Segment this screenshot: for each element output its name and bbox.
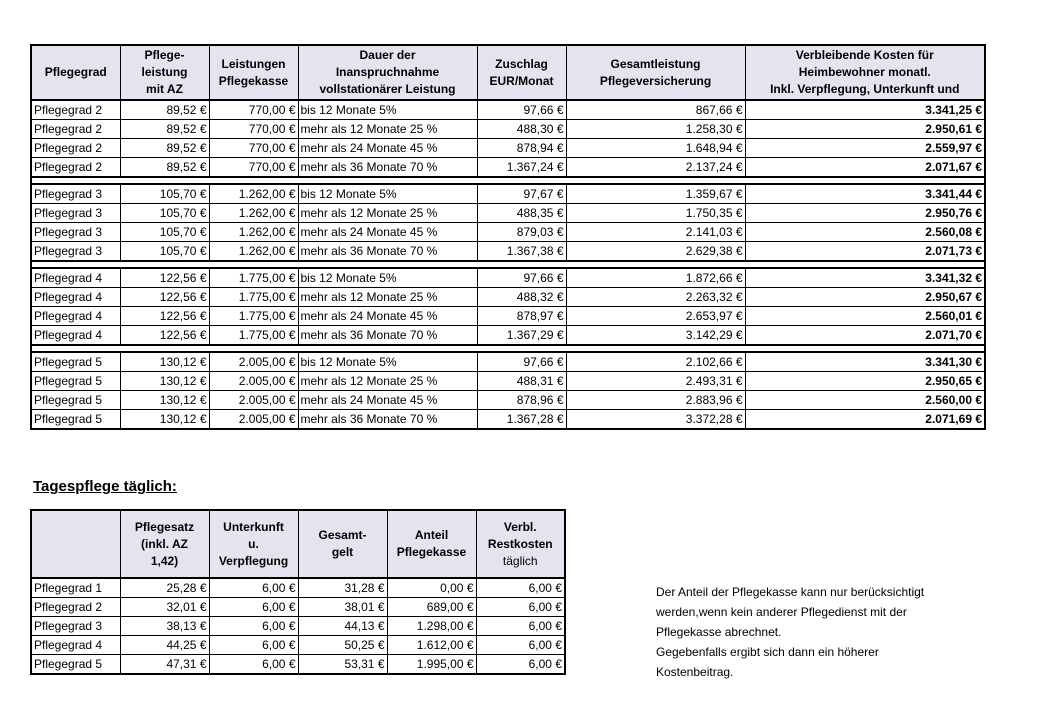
table-cell: 2.560,00 € <box>745 391 985 410</box>
table-cell: 130,12 € <box>120 372 209 391</box>
table-cell: 2.560,01 € <box>745 307 985 326</box>
table-cell: 1.262,00 € <box>209 242 298 262</box>
table-cell: 1.367,24 € <box>477 158 566 178</box>
table-cell: 130,12 € <box>120 352 209 372</box>
table-cell: 89,52 € <box>120 158 209 178</box>
table-cell: 2.950,76 € <box>745 204 985 223</box>
table-cell: 1.612,00 € <box>387 636 476 655</box>
table-row <box>31 410 985 430</box>
table-cell: Pflegegrad 2 <box>31 158 120 178</box>
table-cell: mehr als 24 Monate 45 % <box>298 223 477 242</box>
table-cell: 770,00 € <box>209 120 298 139</box>
table-cell: bis 12 Monate 5% <box>298 352 477 372</box>
table-cell: 1.359,67 € <box>566 184 745 204</box>
table-cell: 2.560,08 € <box>745 223 985 242</box>
table-cell: 130,12 € <box>120 410 209 430</box>
header-restkosten: Verbl. Restkosten täglich <box>476 510 565 578</box>
table-cell: 44,13 € <box>298 617 387 636</box>
table-cell: 2.005,00 € <box>209 352 298 372</box>
table-cell: 2.629,38 € <box>566 242 745 262</box>
table-row <box>31 268 985 288</box>
header-pflegegrad: Pflegegrad <box>31 45 120 100</box>
table-cell: mehr als 12 Monate 25 % <box>298 288 477 307</box>
table-cell: Pflegegrad 4 <box>31 326 120 346</box>
table-cell: 878,96 € <box>477 391 566 410</box>
table-row <box>31 578 565 598</box>
table-cell: Pflegegrad 4 <box>31 307 120 326</box>
table-cell: mehr als 24 Monate 45 % <box>298 307 477 326</box>
table-cell: 3.341,25 € <box>745 100 985 120</box>
table-cell: 105,70 € <box>120 242 209 262</box>
table-cell: Pflegegrad 3 <box>31 204 120 223</box>
table-cell: 25,28 € <box>120 578 209 598</box>
table-cell: 38,01 € <box>298 598 387 617</box>
table-cell: 1.648,94 € <box>566 139 745 158</box>
header-gesamtgeld: Gesamt- gelt <box>298 510 387 578</box>
table-cell: 1.367,29 € <box>477 326 566 346</box>
table-cell: 6,00 € <box>476 655 565 675</box>
table-body <box>31 100 985 429</box>
table-cell: bis 12 Monate 5% <box>298 100 477 120</box>
daycare-cost-table <box>30 509 566 675</box>
header-anteil-pflegekasse: Anteil Pflegekasse <box>387 510 476 578</box>
table-cell: 770,00 € <box>209 139 298 158</box>
table-cell: 879,03 € <box>477 223 566 242</box>
table-cell: 1.367,38 € <box>477 242 566 262</box>
table-cell: 2.137,24 € <box>566 158 745 178</box>
table-row <box>31 352 985 372</box>
table-cell: 1.775,00 € <box>209 307 298 326</box>
separator-cell <box>31 345 985 352</box>
table-cell: 89,52 € <box>120 139 209 158</box>
table-cell: Pflegegrad 2 <box>31 100 120 120</box>
table-cell: 1.775,00 € <box>209 326 298 346</box>
table-row <box>31 223 985 242</box>
note-line: Kostenbeitrag. <box>656 665 734 679</box>
header-gesamtleistung: Gesamtleistung Pflegeversicherung <box>566 45 745 100</box>
table-cell: Pflegegrad 2 <box>31 598 120 617</box>
table-cell: Pflegegrad 2 <box>31 139 120 158</box>
table-row <box>31 598 565 617</box>
table-cell: Pflegegrad 3 <box>31 242 120 262</box>
table-row <box>31 288 985 307</box>
table-cell: 6,00 € <box>209 636 298 655</box>
table-cell: 488,35 € <box>477 204 566 223</box>
table-cell: 97,66 € <box>477 268 566 288</box>
table-cell: 1.775,00 € <box>209 288 298 307</box>
daycare-section-title: Tagespflege täglich: <box>33 478 177 495</box>
table-cell: 1.750,35 € <box>566 204 745 223</box>
table-cell: 6,00 € <box>209 655 298 675</box>
table-cell: 6,00 € <box>476 578 565 598</box>
table-cell: 1.872,66 € <box>566 268 745 288</box>
header-leistungen-pflegekasse: Leistungen Pflegekasse <box>209 45 298 100</box>
header-unterkunft: Unterkunft u. Verpflegung <box>209 510 298 578</box>
table-cell: 47,31 € <box>120 655 209 675</box>
table-cell: 97,67 € <box>477 184 566 204</box>
table-cell: 689,00 € <box>387 598 476 617</box>
table-cell: 122,56 € <box>120 288 209 307</box>
table-cell: 1.262,00 € <box>209 184 298 204</box>
table-row <box>31 391 985 410</box>
table-cell: 488,31 € <box>477 372 566 391</box>
table-body <box>31 578 565 674</box>
table-cell: Pflegegrad 4 <box>31 268 120 288</box>
table-cell: 32,01 € <box>120 598 209 617</box>
table-header-row <box>31 510 565 578</box>
table-cell: Pflegegrad 3 <box>31 184 120 204</box>
table-cell: 1.775,00 € <box>209 268 298 288</box>
table-cell: 97,66 € <box>477 100 566 120</box>
table-cell: Pflegegrad 5 <box>31 372 120 391</box>
table-cell: 122,56 € <box>120 307 209 326</box>
table-cell: 2.071,70 € <box>745 326 985 346</box>
table-cell: 1.262,00 € <box>209 223 298 242</box>
table-cell: 122,56 € <box>120 268 209 288</box>
table-cell: 2.950,67 € <box>745 288 985 307</box>
table-cell: 3.372,28 € <box>566 410 745 430</box>
table-cell: 2.071,69 € <box>745 410 985 430</box>
table-header-row <box>31 45 985 100</box>
table-row <box>31 655 565 675</box>
table-cell: 89,52 € <box>120 100 209 120</box>
table-cell: 3.142,29 € <box>566 326 745 346</box>
table-cell: 2.559,97 € <box>745 139 985 158</box>
table-cell: 2.653,97 € <box>566 307 745 326</box>
table-cell: 6,00 € <box>476 636 565 655</box>
table-cell: 2.005,00 € <box>209 391 298 410</box>
table-cell: 97,66 € <box>477 352 566 372</box>
table-cell: mehr als 12 Monate 25 % <box>298 120 477 139</box>
table-row <box>31 636 565 655</box>
table-cell: mehr als 36 Monate 70 % <box>298 326 477 346</box>
header-zuschlag: Zuschlag EUR/Monat <box>477 45 566 100</box>
table-row <box>31 158 985 178</box>
group-separator <box>31 261 985 268</box>
table-cell: 31,28 € <box>298 578 387 598</box>
separator-cell <box>31 261 985 268</box>
table-cell: 6,00 € <box>476 617 565 636</box>
header-pflegeleistung: Pflege- leistung mit AZ <box>120 45 209 100</box>
table-cell: Pflegegrad 4 <box>31 288 120 307</box>
table-cell: Pflegegrad 4 <box>31 636 120 655</box>
table-cell: 2.950,65 € <box>745 372 985 391</box>
header-empty <box>31 510 120 578</box>
table-cell: 130,12 € <box>120 391 209 410</box>
table-cell: 2.493,31 € <box>566 372 745 391</box>
table-cell: Pflegegrad 5 <box>31 352 120 372</box>
table-cell: Pflegegrad 1 <box>31 578 120 598</box>
nursing-cost-table <box>30 44 986 430</box>
group-separator <box>31 177 985 184</box>
table-cell: 105,70 € <box>120 184 209 204</box>
header-pflegesatz: Pflegesatz (inkl. AZ 1,42) <box>120 510 209 578</box>
table-cell: mehr als 36 Monate 70 % <box>298 242 477 262</box>
table-row <box>31 326 985 346</box>
table-cell: 122,56 € <box>120 326 209 346</box>
table-cell: Pflegegrad 5 <box>31 410 120 430</box>
note-line: werden,wenn kein anderer Pflegedienst mit der <box>656 605 907 619</box>
table-cell: mehr als 12 Monate 25 % <box>298 204 477 223</box>
table-cell: 50,25 € <box>298 636 387 655</box>
table-cell: mehr als 24 Monate 45 % <box>298 139 477 158</box>
table-row <box>31 184 985 204</box>
separator-cell <box>31 177 985 184</box>
table-cell: Pflegegrad 3 <box>31 223 120 242</box>
note-text <box>656 582 986 682</box>
table-cell: 2.263,32 € <box>566 288 745 307</box>
table-cell: 6,00 € <box>209 578 298 598</box>
table-cell: 1.262,00 € <box>209 204 298 223</box>
table-row <box>31 120 985 139</box>
table-cell: 2.071,67 € <box>745 158 985 178</box>
table-row <box>31 307 985 326</box>
table-cell: 105,70 € <box>120 223 209 242</box>
table-cell: 6,00 € <box>209 617 298 636</box>
table-cell: 1.298,00 € <box>387 617 476 636</box>
note-line: Der Anteil der Pflegekasse kann nur berücksichtigt <box>656 585 925 599</box>
table-cell: 1.258,30 € <box>566 120 745 139</box>
table-cell: Pflegegrad 2 <box>31 120 120 139</box>
header-dauer: Dauer der Inanspruchnahme vollstationärer Leistung <box>298 45 477 100</box>
table-cell: Pflegegrad 5 <box>31 655 120 675</box>
table-cell: 6,00 € <box>209 598 298 617</box>
table-cell: 2.102,66 € <box>566 352 745 372</box>
table-row <box>31 242 985 262</box>
table-cell: 2.950,61 € <box>745 120 985 139</box>
table-cell: 2.141,03 € <box>566 223 745 242</box>
table-cell: Pflegegrad 5 <box>31 391 120 410</box>
note-line: Gegebenfalls ergibt sich dann ein höherer <box>656 645 879 659</box>
table-cell: 1.367,28 € <box>477 410 566 430</box>
header-verbleibende-kosten: Verbleibende Kosten für Heimbewohner monatl. Inkl. Verpflegung, Unterkunft und <box>745 45 985 100</box>
table-row <box>31 100 985 120</box>
table-cell: Pflegegrad 3 <box>31 617 120 636</box>
table-row <box>31 139 985 158</box>
table-row <box>31 372 985 391</box>
table-row <box>31 204 985 223</box>
table-cell: 770,00 € <box>209 158 298 178</box>
table-cell: 878,97 € <box>477 307 566 326</box>
group-separator <box>31 345 985 352</box>
table-cell: mehr als 24 Monate 45 % <box>298 391 477 410</box>
table-cell: 3.341,32 € <box>745 268 985 288</box>
table-cell: mehr als 36 Monate 70 % <box>298 158 477 178</box>
table-cell: 0,00 € <box>387 578 476 598</box>
table-cell: bis 12 Monate 5% <box>298 184 477 204</box>
table-cell: mehr als 12 Monate 25 % <box>298 372 477 391</box>
table-cell: 2.883,96 € <box>566 391 745 410</box>
table-cell: 488,32 € <box>477 288 566 307</box>
table-cell: 3.341,30 € <box>745 352 985 372</box>
table-cell: 6,00 € <box>476 598 565 617</box>
table-cell: 488,30 € <box>477 120 566 139</box>
header-restkosten-sub: täglich <box>502 553 538 568</box>
table-cell: 770,00 € <box>209 100 298 120</box>
table-cell: 53,31 € <box>298 655 387 675</box>
table-cell: 3.341,44 € <box>745 184 985 204</box>
table-cell: 2.071,73 € <box>745 242 985 262</box>
table-cell: 2.005,00 € <box>209 372 298 391</box>
table-cell: 1.995,00 € <box>387 655 476 675</box>
table-cell: mehr als 36 Monate 70 % <box>298 410 477 430</box>
table-cell: 38,13 € <box>120 617 209 636</box>
table-cell: bis 12 Monate 5% <box>298 268 477 288</box>
table-cell: 89,52 € <box>120 120 209 139</box>
table-cell: 44,25 € <box>120 636 209 655</box>
table-cell: 878,94 € <box>477 139 566 158</box>
table-cell: 2.005,00 € <box>209 410 298 430</box>
table-row <box>31 617 565 636</box>
note-line: Pflegekasse abrechnet. <box>656 625 782 639</box>
table-cell: 867,66 € <box>566 100 745 120</box>
table-cell: 105,70 € <box>120 204 209 223</box>
